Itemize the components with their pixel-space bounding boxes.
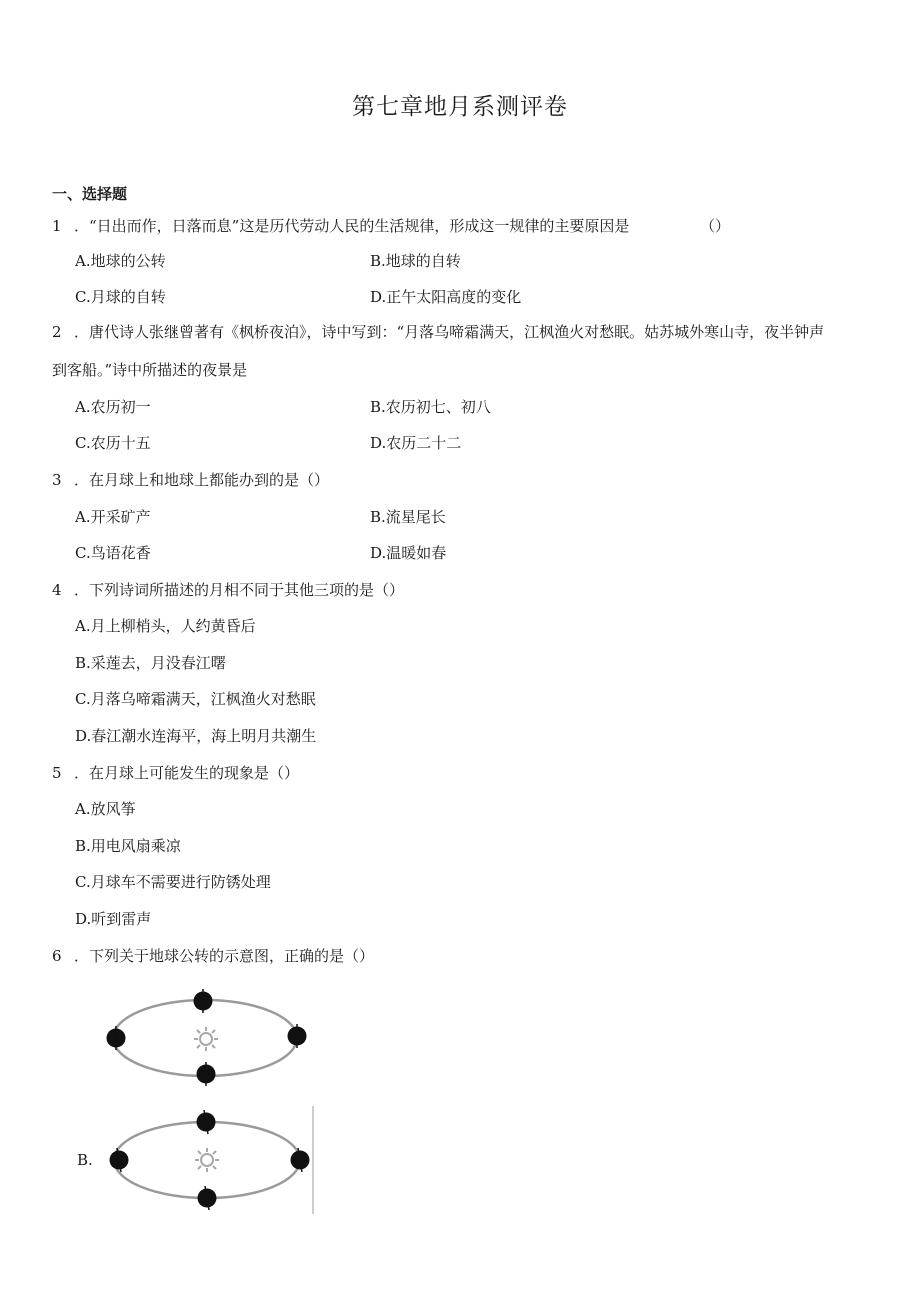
earth-icon bbox=[288, 1024, 307, 1048]
option-b[interactable]: B.农历初七、初八 bbox=[370, 398, 491, 416]
earth-icon bbox=[197, 1062, 216, 1086]
question-number: 2 bbox=[52, 323, 62, 341]
option-a[interactable]: A.放风筝 bbox=[75, 800, 136, 818]
option-d[interactable]: D.听到雷声 bbox=[75, 910, 152, 928]
question-number: 5 bbox=[52, 764, 62, 782]
earth-icon bbox=[291, 1148, 310, 1172]
option-c[interactable]: C.鸟语花香 bbox=[75, 544, 151, 562]
sun-icon bbox=[194, 1027, 218, 1051]
earth-icon bbox=[110, 1148, 129, 1172]
sun-icon bbox=[195, 1148, 219, 1172]
question-text-continued: 到客船。”诗中所描述的夜景是 bbox=[52, 361, 248, 379]
question-text: ．唐代诗人张继曾著有《枫桥夜泊》，诗中写到：“月落乌啼霜满天，江枫渔火对愁眠。姑苏城外寒山寺，夜半钟声 bbox=[74, 323, 825, 341]
option-d[interactable]: D.温暖如春 bbox=[370, 544, 447, 562]
option-c[interactable]: C.月落乌啼霜满天，江枫渔火对愁眠 bbox=[75, 690, 316, 708]
question-text: ．下列诗词所描述的月相不同于其他三项的是（） bbox=[74, 581, 405, 599]
orbit-diagram-b[interactable] bbox=[100, 1104, 320, 1216]
option-b[interactable]: B.采莲去，月没春江曙 bbox=[75, 654, 226, 672]
option-b[interactable]: B.流星尾长 bbox=[370, 508, 446, 526]
question-text: ．下列关于地球公转的示意图，正确的是（） bbox=[74, 947, 375, 965]
option-b[interactable]: B.地球的自转 bbox=[370, 252, 461, 270]
option-a[interactable]: A.开采矿产 bbox=[75, 508, 151, 526]
question-5 bbox=[52, 762, 299, 783]
option-d[interactable]: D.农历二十二 bbox=[370, 434, 462, 452]
section-heading: 一、选择题 bbox=[52, 185, 128, 203]
earth-icon bbox=[197, 1110, 216, 1134]
earth-icon bbox=[198, 1186, 217, 1210]
question-number: 4 bbox=[52, 581, 62, 599]
question-1 bbox=[52, 215, 629, 236]
orbit-diagram-a[interactable] bbox=[100, 986, 320, 1088]
question-number: 3 bbox=[52, 471, 62, 489]
option-d[interactable]: D.正午太阳高度的变化 bbox=[370, 288, 522, 306]
question-3 bbox=[52, 469, 329, 490]
question-number: 6 bbox=[52, 947, 62, 965]
earth-icon bbox=[107, 1026, 126, 1050]
question-text: ．在月球上可能发生的现象是（） bbox=[74, 764, 300, 782]
question-text: ．在月球上和地球上都能办到的是（） bbox=[74, 471, 330, 489]
option-d[interactable]: D.春江潮水连海平，海上明月共潮生 bbox=[75, 727, 317, 745]
option-a[interactable]: A.月上柳梢头，人约黄昏后 bbox=[75, 617, 256, 635]
option-c[interactable]: C.农历十五 bbox=[75, 434, 151, 452]
option-a[interactable]: A.地球的公转 bbox=[75, 252, 166, 270]
question-4 bbox=[52, 579, 404, 600]
option-c[interactable]: C.月球的自转 bbox=[75, 288, 166, 306]
option-a[interactable]: A.农历初一 bbox=[75, 398, 151, 416]
option-c[interactable]: C.月球车不需要进行防锈处理 bbox=[75, 873, 271, 891]
answer-paren: （） bbox=[700, 217, 731, 235]
earth-icon bbox=[194, 989, 213, 1013]
question-6 bbox=[52, 945, 374, 966]
figure-label-b: B. bbox=[77, 1151, 93, 1169]
question-text: ．“日出而作，日落而息”这是历代劳动人民的生活规律，形成这一规律的主要原因是 bbox=[74, 217, 630, 235]
page-title: 第七章地月系测评卷 bbox=[352, 94, 568, 120]
question-number: 1 bbox=[52, 217, 62, 235]
orbit-ellipse bbox=[114, 1122, 300, 1198]
question-2 bbox=[52, 321, 824, 342]
option-b[interactable]: B.用电风扇乘凉 bbox=[75, 837, 181, 855]
